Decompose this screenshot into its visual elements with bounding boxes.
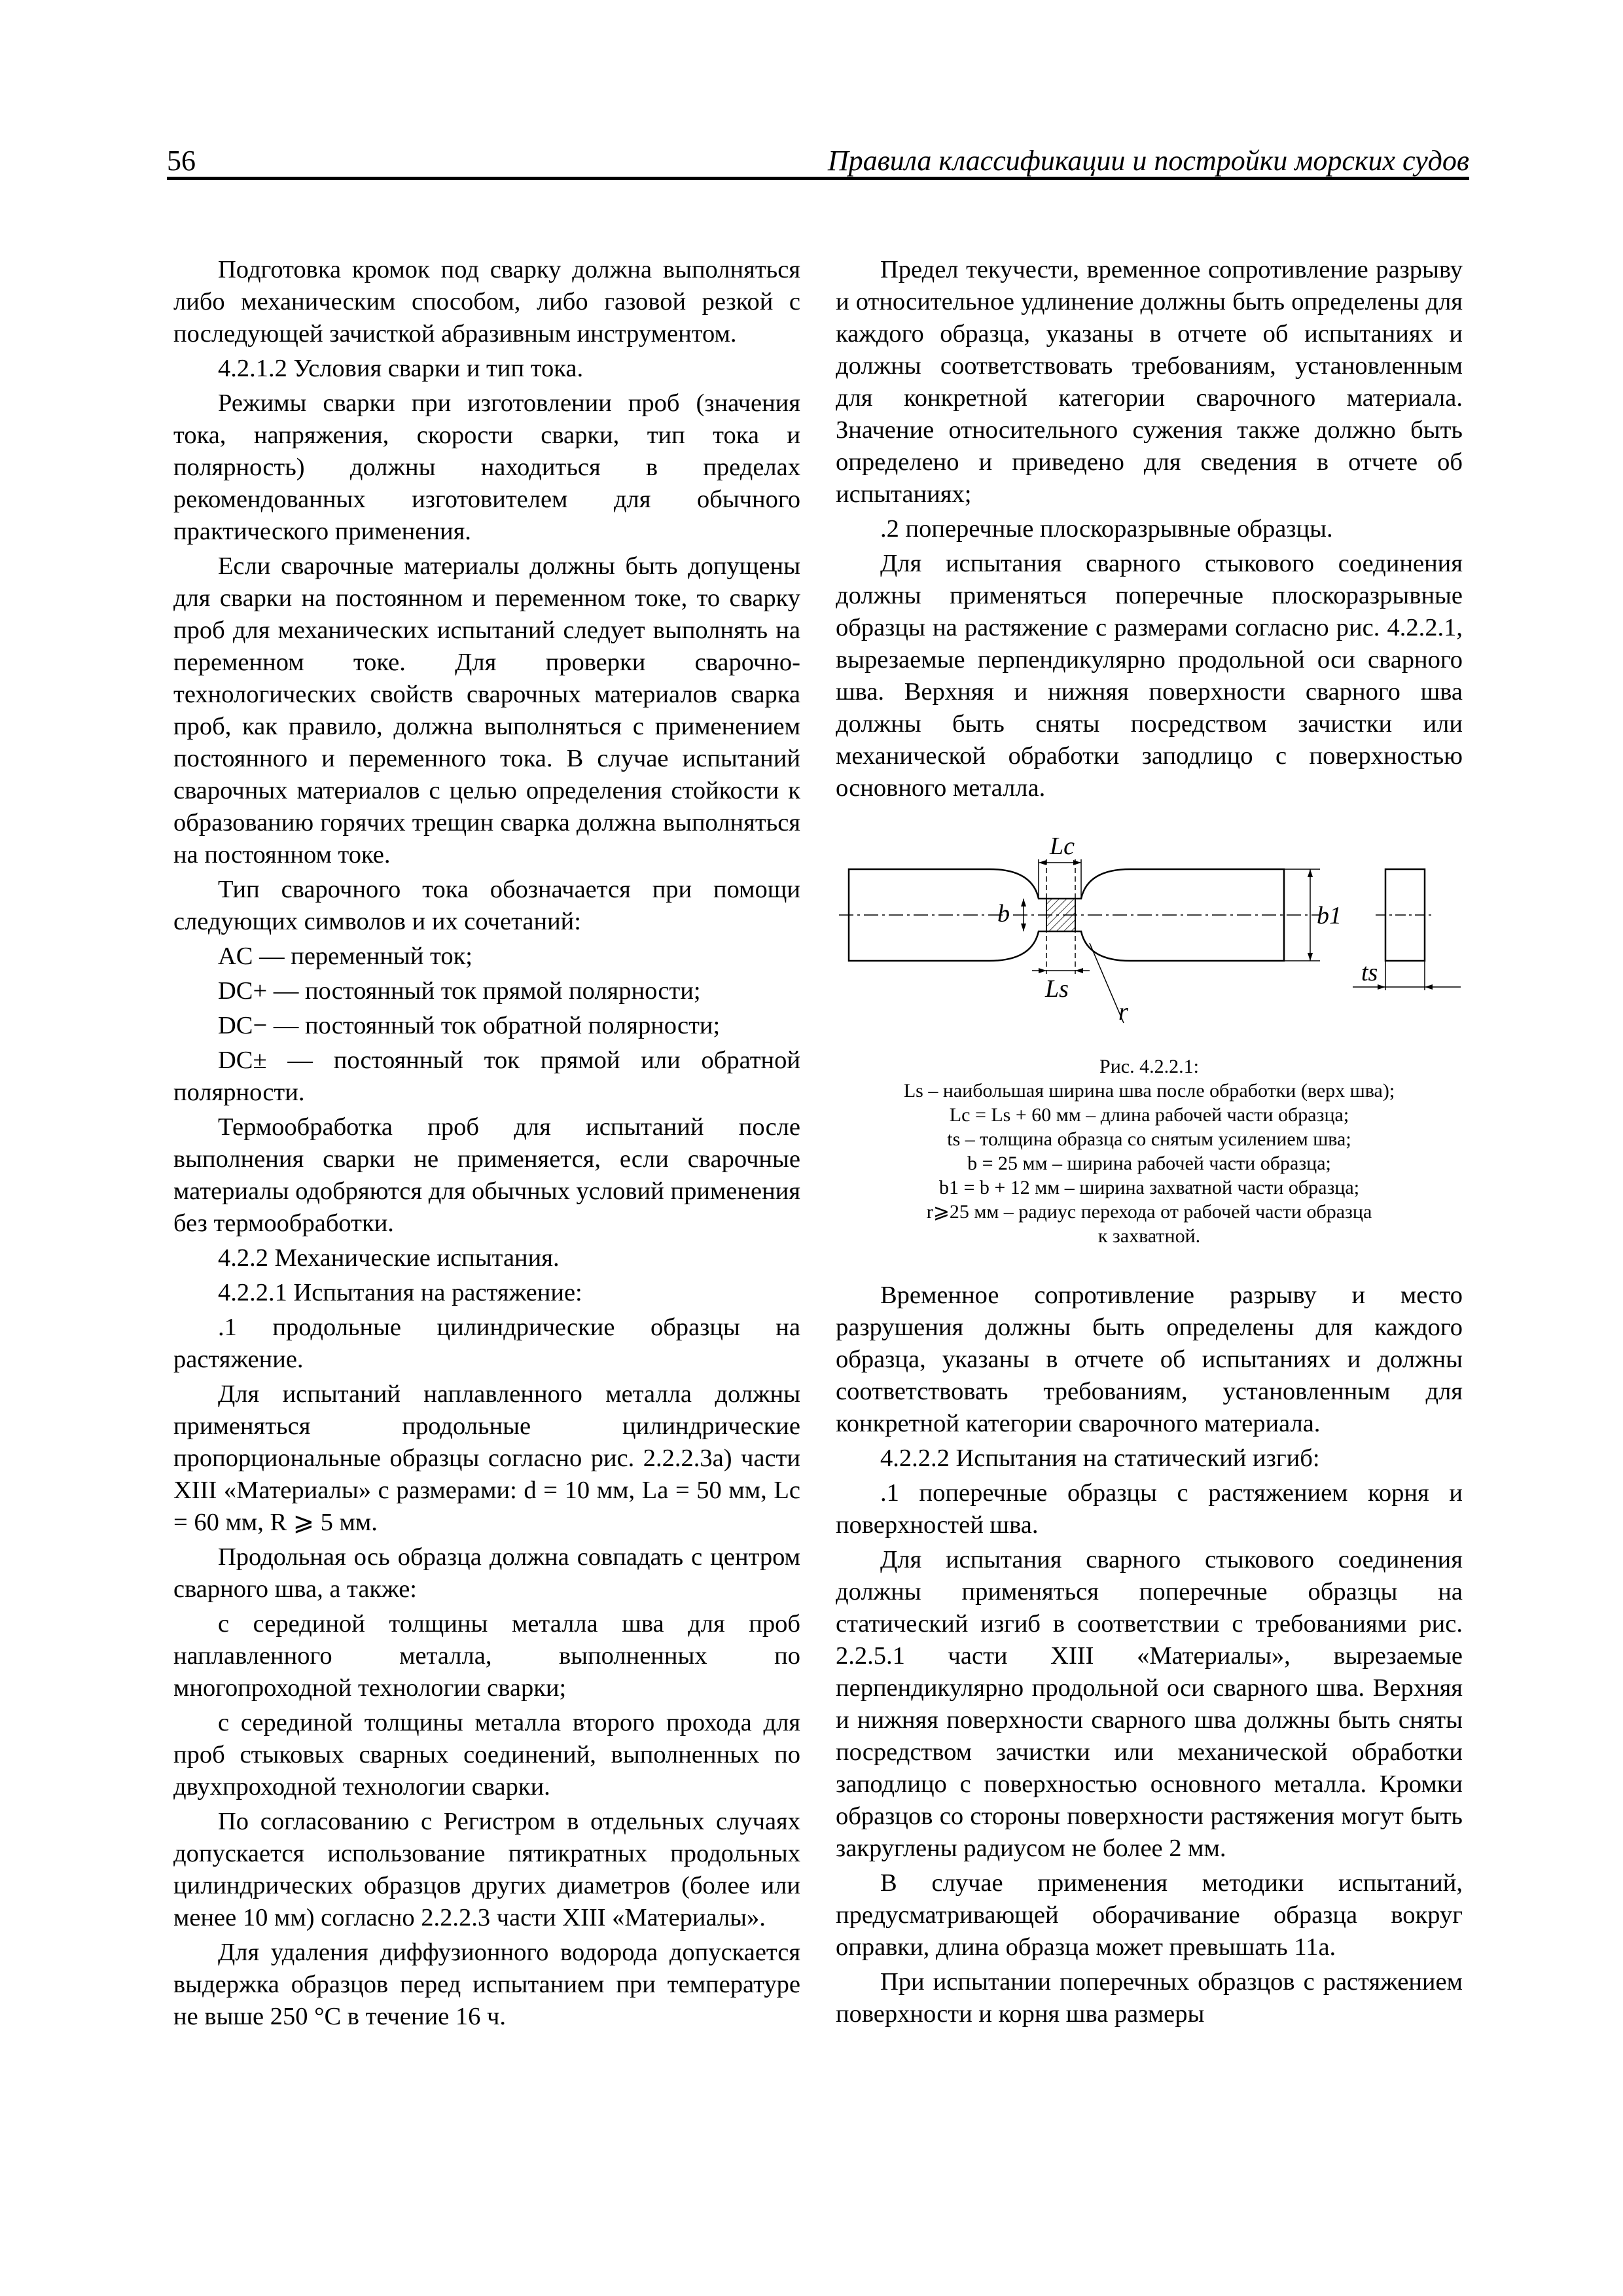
paragraph: Режимы сварки при изготовлении проб (значения тока, напряжения, скорости сварки, тип тока и полярность) должны находиться в пределах рекомендованных изготовителем для обычного практического применения. xyxy=(173,389,800,545)
paragraph: Тип сварочного тока обозначается при помощи следующих символов и их сочетаний: xyxy=(173,876,800,935)
paragraph: В случае применения методики испытаний, предусматривающей оборачивание образца вокруг оправки, длина образца может превышать 11a. xyxy=(836,1869,1463,1961)
paragraph: По согласованию с Регистром в отдельных случаях допускается использование пятикратных продольных цилиндрических образцов других диаметров (более или менее 10 мм) согласно 2.2.2.3 части XIII «Материалы». xyxy=(173,1808,800,1931)
caption-line: к захватной. xyxy=(1097,1225,1201,1247)
paragraph: Продольная ось образца должна совпадать с центром сварного шва, а также: xyxy=(173,1543,800,1603)
paragraph: Для испытания сварного стыкового соединения должны применяться поперечные образцы на статический изгиб в соответствии с требованиями рис. 2.2.5.1 части XIII «Материалы», вырезаемые перпендикулярно продольной оси сварного шва. Верхняя и нижняя поверхности сварного шва должны быть сняты посредством зачистки или механической обработки заподлицо с поверхностью основного металла. Кромки образцов со стороны поверхности растяжения могут быть закруглены радиусом не более 2 мм. xyxy=(836,1546,1463,1862)
right-column xyxy=(836,254,1463,2033)
caption-line: Ls – наибольшая ширина шва после обработки (верх шва); xyxy=(903,1080,1395,1102)
specimen-figure xyxy=(836,833,1463,1049)
paragraph: .2 поперечные плоскоразрывные образцы. xyxy=(880,515,1333,543)
label-lc: Lc xyxy=(1050,833,1075,860)
left-column xyxy=(173,254,800,2036)
paragraph: Для удаления диффузионного водорода допускается выдержка образцов перед испытанием при температуре не выше 250 °C в течение 16 ч. xyxy=(173,1939,800,2030)
list-item: DC+ — постоянный ток прямой полярности; xyxy=(218,977,701,1005)
caption-line: ts – толщина образца со снятым усилением шва; xyxy=(947,1128,1351,1150)
header-rule xyxy=(167,177,1469,180)
caption-line: Lc = Ls + 60 мм – длина рабочей части образца; xyxy=(949,1104,1349,1126)
paragraph: Предел текучести, временное сопротивление разрыву и относительное удлинение должны быть определены для каждого образца, указаны в отчете об испытаниях и должны соответствовать требованиям, установленным для конкретной категории сварочного материала. Значение относительного сужения также должно быть определено и приведено для сведения в отчете об испытаниях; xyxy=(836,256,1463,508)
caption-title: Рис. 4.2.2.1: xyxy=(1099,1056,1199,1077)
paragraph: Для испытаний наплавленного металла должны применяться продольные цилиндрические пропорциональные образцы согласно рис. 2.2.2.3a) части XIII «Материалы» с размерами: d = 10 мм, La = 50 мм, Lc = 60 мм, R ⩾ 5 мм. xyxy=(173,1380,800,1536)
section-heading: 4.2.2.1 Испытания на растяжение: xyxy=(218,1279,582,1306)
section-heading: 4.2.2.2 Испытания на статический изгиб: xyxy=(880,1444,1320,1472)
list-item: AC — переменный ток; xyxy=(218,942,473,970)
paragraph: Термообработка проб для испытаний после выполнения сварки не применяется, если сварочные материалы одобряются для обычных условий применения без термообработки. xyxy=(173,1113,800,1237)
list-item: DC− — постоянный ток обратной полярности; xyxy=(218,1012,721,1039)
paragraph: Для испытания сварного стыкового соединения должны применяться поперечные плоскоразрывные образцы на растяжение с размерами согласно рис. 4.2.2.1, вырезаемые перпендикулярно продольной оси сварного шва. Верхняя и нижняя поверхности сварного шва должны быть сняты посредством зачистки или механической обработки заподлицо с поверхностью основного металла. xyxy=(836,550,1463,802)
paragraph: Временное сопротивление разрыву и место разрушения должны быть определены для каждого образца, указаны в отчете об испытаниях и должны соответствовать требованиям, установленным для конкретной категории сварочного материала. xyxy=(836,1282,1463,1437)
running-title: Правила классификации и постройки морских судов xyxy=(827,145,1469,177)
weld-zone xyxy=(1046,899,1075,931)
paragraph: .1 продольные цилиндрические образцы на растяжение. xyxy=(173,1314,800,1373)
figure-caption xyxy=(842,1054,1456,1248)
label-r: r xyxy=(1118,998,1128,1026)
paragraph: с серединой толщины металла шва для проб наплавленного металла, выполненных по многопроходной технологии сварки; xyxy=(173,1610,800,1702)
label-b: b xyxy=(997,900,1010,927)
paragraph: Если сварочные материалы должны быть допущены для сварки на постоянном и переменном токе, то сварку проб для механических испытаний следует выполнять на переменном токе. Для проверки сварочно-технологических свойств сварочных материалов сварка проб, как правило, должна выполняться с применением постоянного и переменного тока. В случае испытаний сварочных материалов с целью определения стойкости к образованию горячих трещин сварка должна выполняться на постоянном токе. xyxy=(173,552,800,869)
page-number: 56 xyxy=(167,145,196,177)
list-item: DC± — постоянный ток прямой или обратной полярности. xyxy=(173,1047,800,1106)
caption-line: r⩾25 мм – радиус перехода от рабочей части образца xyxy=(926,1201,1372,1223)
section-heading: 4.2.1.2 Условия сварки и тип тока. xyxy=(218,355,584,382)
label-ts: ts xyxy=(1361,959,1378,986)
caption-line: b1 = b + 12 мм – ширина захватной части образца; xyxy=(938,1177,1360,1198)
specimen-drawing xyxy=(836,833,1463,1049)
paragraph: с серединой толщины металла второго прохода для проб стыковых сварных соединений, выполненных по двухпроходной технологии сварки. xyxy=(173,1709,800,1801)
paragraph: .1 поперечные образцы с растяжением корня и поверхностей шва. xyxy=(836,1479,1463,1539)
paragraph: Подготовка кромок под сварку должна выполняться либо механическим способом, либо газовой резкой с последующей зачисткой абразивным инструментом. xyxy=(173,256,800,348)
section-heading: 4.2.2 Механические испытания. xyxy=(218,1244,560,1272)
label-ls: Ls xyxy=(1045,975,1069,1003)
caption-line: b = 25 мм – ширина рабочей части образца; xyxy=(967,1153,1331,1174)
label-b1: b1 xyxy=(1317,902,1342,929)
paragraph: При испытании поперечных образцов с растяжением поверхности и корня шва размеры xyxy=(836,1968,1463,2028)
